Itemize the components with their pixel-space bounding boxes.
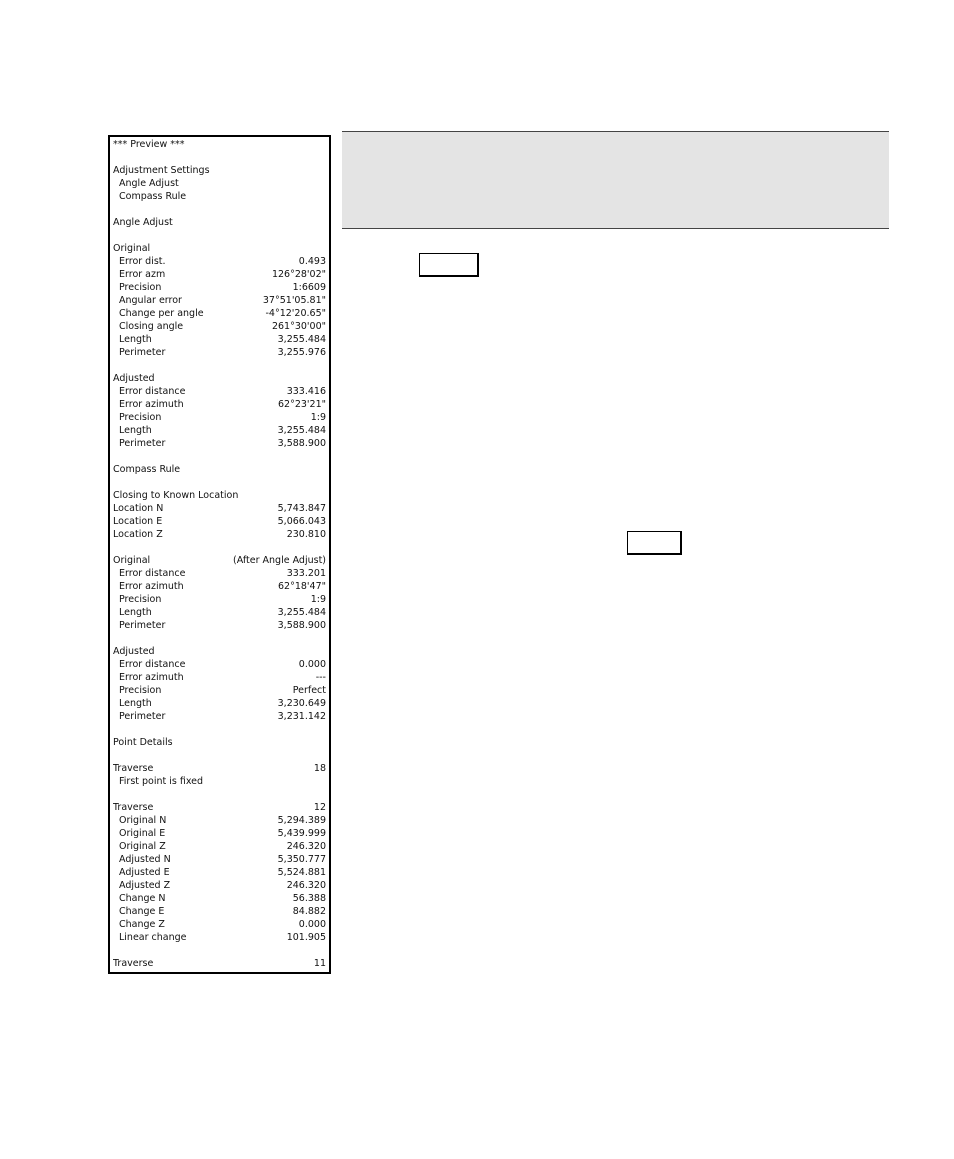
report-row <box>113 814 327 827</box>
report-value: 84.882 <box>292 906 326 917</box>
report-label: Change per angle <box>119 308 204 319</box>
report-row <box>113 398 327 411</box>
report-label: Change N <box>119 893 166 904</box>
report-row <box>113 190 327 203</box>
report-row <box>113 489 327 502</box>
report-value: 5,350.777 <box>277 854 326 865</box>
report-row <box>113 580 327 593</box>
report-value <box>326 775 327 788</box>
report-label: Location N <box>113 503 164 514</box>
report-label: Adjusted <box>113 646 155 657</box>
report-label: Adjusted N <box>119 854 171 865</box>
report-label: Point Details <box>113 737 173 748</box>
report-label: Precision <box>119 594 162 605</box>
report-value <box>326 138 327 151</box>
report-label: Length <box>119 334 152 345</box>
report-row <box>113 463 327 476</box>
report-value: 246.320 <box>286 841 326 852</box>
report-value: 126°28'02" <box>271 269 326 280</box>
report-label: Linear change <box>119 932 187 943</box>
softkey-button[interactable] <box>627 531 682 555</box>
report-value: (After Angle Adjust) <box>233 555 326 566</box>
report-row <box>113 424 327 437</box>
blank-line <box>113 944 327 957</box>
report-value: Perfect <box>292 685 326 696</box>
blank-line <box>113 203 327 216</box>
report-label: Error dist. <box>119 256 166 267</box>
report-value: 18 <box>313 763 326 774</box>
report-label: Location E <box>113 516 163 527</box>
report-row <box>113 697 327 710</box>
report-value: 3,255.484 <box>277 334 326 345</box>
report-label: Error azimuth <box>119 581 184 592</box>
report-row <box>113 619 327 632</box>
report-row <box>113 281 327 294</box>
report-label: Adjusted <box>113 373 155 384</box>
report-label: Original N <box>119 815 167 826</box>
blank-line <box>113 723 327 736</box>
report-value: 5,743.847 <box>277 503 326 514</box>
report-label: Perimeter <box>119 620 166 631</box>
blank-line <box>113 359 327 372</box>
report-label: Change Z <box>119 919 165 930</box>
report-row <box>113 736 327 749</box>
report-row <box>113 567 327 580</box>
report-value: 37°51'05.81" <box>262 295 326 306</box>
report-row <box>113 333 327 346</box>
report-label: Change E <box>119 906 165 917</box>
report-row <box>113 905 327 918</box>
report-row <box>113 346 327 359</box>
report-label: Compass Rule <box>113 464 181 475</box>
report-row <box>113 879 327 892</box>
report-label: Error azimuth <box>119 672 184 683</box>
report-row <box>113 853 327 866</box>
report-row <box>113 502 327 515</box>
report-value: 11 <box>313 958 326 969</box>
report-value <box>326 216 327 229</box>
report-row <box>113 242 327 255</box>
blank-line <box>113 476 327 489</box>
report-value: 0.000 <box>298 659 326 670</box>
report-label: Perimeter <box>119 711 166 722</box>
report-row <box>113 216 327 229</box>
report-value: 246.320 <box>286 880 326 891</box>
report-value <box>326 463 327 476</box>
report-value: 56.388 <box>292 893 326 904</box>
report-value: 12 <box>313 802 326 813</box>
report-value: 3,255.484 <box>277 607 326 618</box>
report-row <box>113 775 327 788</box>
blank-line <box>113 788 327 801</box>
preview-report-text <box>110 137 329 970</box>
report-value: 333.416 <box>286 386 326 397</box>
report-row <box>113 957 327 970</box>
report-value: 5,294.389 <box>277 815 326 826</box>
report-row <box>113 164 327 177</box>
report-label: Traverse <box>113 763 154 774</box>
report-row <box>113 918 327 931</box>
report-label: Error distance <box>119 386 186 397</box>
report-row <box>113 385 327 398</box>
report-label: Error azimuth <box>119 399 184 410</box>
report-value: 0.000 <box>298 919 326 930</box>
report-value <box>326 242 327 255</box>
report-row <box>113 411 327 424</box>
report-value: 3,588.900 <box>277 438 326 449</box>
report-value: 1:6609 <box>292 282 326 293</box>
report-row <box>113 307 327 320</box>
report-value: 1:9 <box>310 412 326 423</box>
report-label: Precision <box>119 412 162 423</box>
report-label: Adjusted Z <box>119 880 171 891</box>
report-row <box>113 710 327 723</box>
report-row <box>113 892 327 905</box>
report-value: 5,066.043 <box>277 516 326 527</box>
report-value: 261°30'00" <box>271 321 326 332</box>
report-label: Adjusted E <box>119 867 170 878</box>
report-value: 101.905 <box>286 932 326 943</box>
report-value: 1:9 <box>310 594 326 605</box>
report-row <box>113 255 327 268</box>
report-row <box>113 827 327 840</box>
report-value: 62°18'47" <box>278 581 326 592</box>
report-label: First point is fixed <box>119 776 204 787</box>
blank-line <box>113 229 327 242</box>
report-value <box>326 489 327 502</box>
report-value: 333.201 <box>286 568 326 579</box>
report-row <box>113 671 327 684</box>
report-row <box>113 762 327 775</box>
report-label: Precision <box>119 685 162 696</box>
report-row <box>113 515 327 528</box>
report-value: 5,524.881 <box>277 867 326 878</box>
blank-line <box>113 151 327 164</box>
report-value: 5,439.999 <box>277 828 326 839</box>
report-row <box>113 268 327 281</box>
report-value <box>326 177 327 190</box>
note-panel <box>342 131 889 229</box>
report-row <box>113 684 327 697</box>
report-value: 3,588.900 <box>277 620 326 631</box>
report-value: 230.810 <box>286 529 326 540</box>
report-row <box>113 801 327 814</box>
report-label: Perimeter <box>119 347 166 358</box>
report-label: Angular error <box>119 295 182 306</box>
report-value <box>326 736 327 749</box>
report-label: Length <box>119 698 152 709</box>
report-value: 0.493 <box>298 256 326 267</box>
report-row <box>113 606 327 619</box>
report-label: Original <box>113 555 151 566</box>
report-label: Original Z <box>119 841 166 852</box>
report-row <box>113 372 327 385</box>
blank-line <box>113 749 327 762</box>
report-value: 3,230.649 <box>277 698 326 709</box>
blank-line <box>113 450 327 463</box>
report-label: Error distance <box>119 568 186 579</box>
report-value <box>326 164 327 177</box>
report-row <box>113 177 327 190</box>
report-label: *** Preview *** <box>113 139 185 150</box>
report-label: Error distance <box>119 659 186 670</box>
report-label: Angle Adjust <box>119 178 179 189</box>
report-row <box>113 437 327 450</box>
blank-line <box>113 632 327 645</box>
adjustment-preview-panel[interactable] <box>108 135 331 974</box>
report-row <box>113 866 327 879</box>
report-label: Closing to Known Location <box>113 490 239 501</box>
report-label: Precision <box>119 282 162 293</box>
report-row <box>113 658 327 671</box>
report-label: Traverse <box>113 958 154 969</box>
report-label: Angle Adjust <box>113 217 173 228</box>
report-row <box>113 528 327 541</box>
report-row <box>113 554 327 567</box>
report-row <box>113 931 327 944</box>
report-row <box>113 840 327 853</box>
report-value: 3,255.484 <box>277 425 326 436</box>
report-value <box>326 190 327 203</box>
report-label: Original <box>113 243 151 254</box>
report-row <box>113 593 327 606</box>
report-value: -4°12'20.65" <box>265 308 326 319</box>
report-label: Perimeter <box>119 438 166 449</box>
report-label: Error azm <box>119 269 166 280</box>
report-row <box>113 294 327 307</box>
report-label: Length <box>119 607 152 618</box>
report-value: --- <box>315 672 326 683</box>
report-row <box>113 645 327 658</box>
report-label: Length <box>119 425 152 436</box>
blank-line <box>113 541 327 554</box>
softkey-button[interactable] <box>419 253 479 277</box>
report-label: Adjustment Settings <box>113 165 210 176</box>
report-label: Location Z <box>113 529 163 540</box>
report-label: Closing angle <box>119 321 184 332</box>
report-value <box>326 645 327 658</box>
report-value: 3,231.142 <box>277 711 326 722</box>
report-value: 3,255.976 <box>277 347 326 358</box>
report-label: Original E <box>119 828 166 839</box>
report-label: Compass Rule <box>119 191 187 202</box>
report-value: 62°23'21" <box>278 399 326 410</box>
report-label: Traverse <box>113 802 154 813</box>
report-row <box>113 138 327 151</box>
report-row <box>113 320 327 333</box>
report-value <box>326 372 327 385</box>
